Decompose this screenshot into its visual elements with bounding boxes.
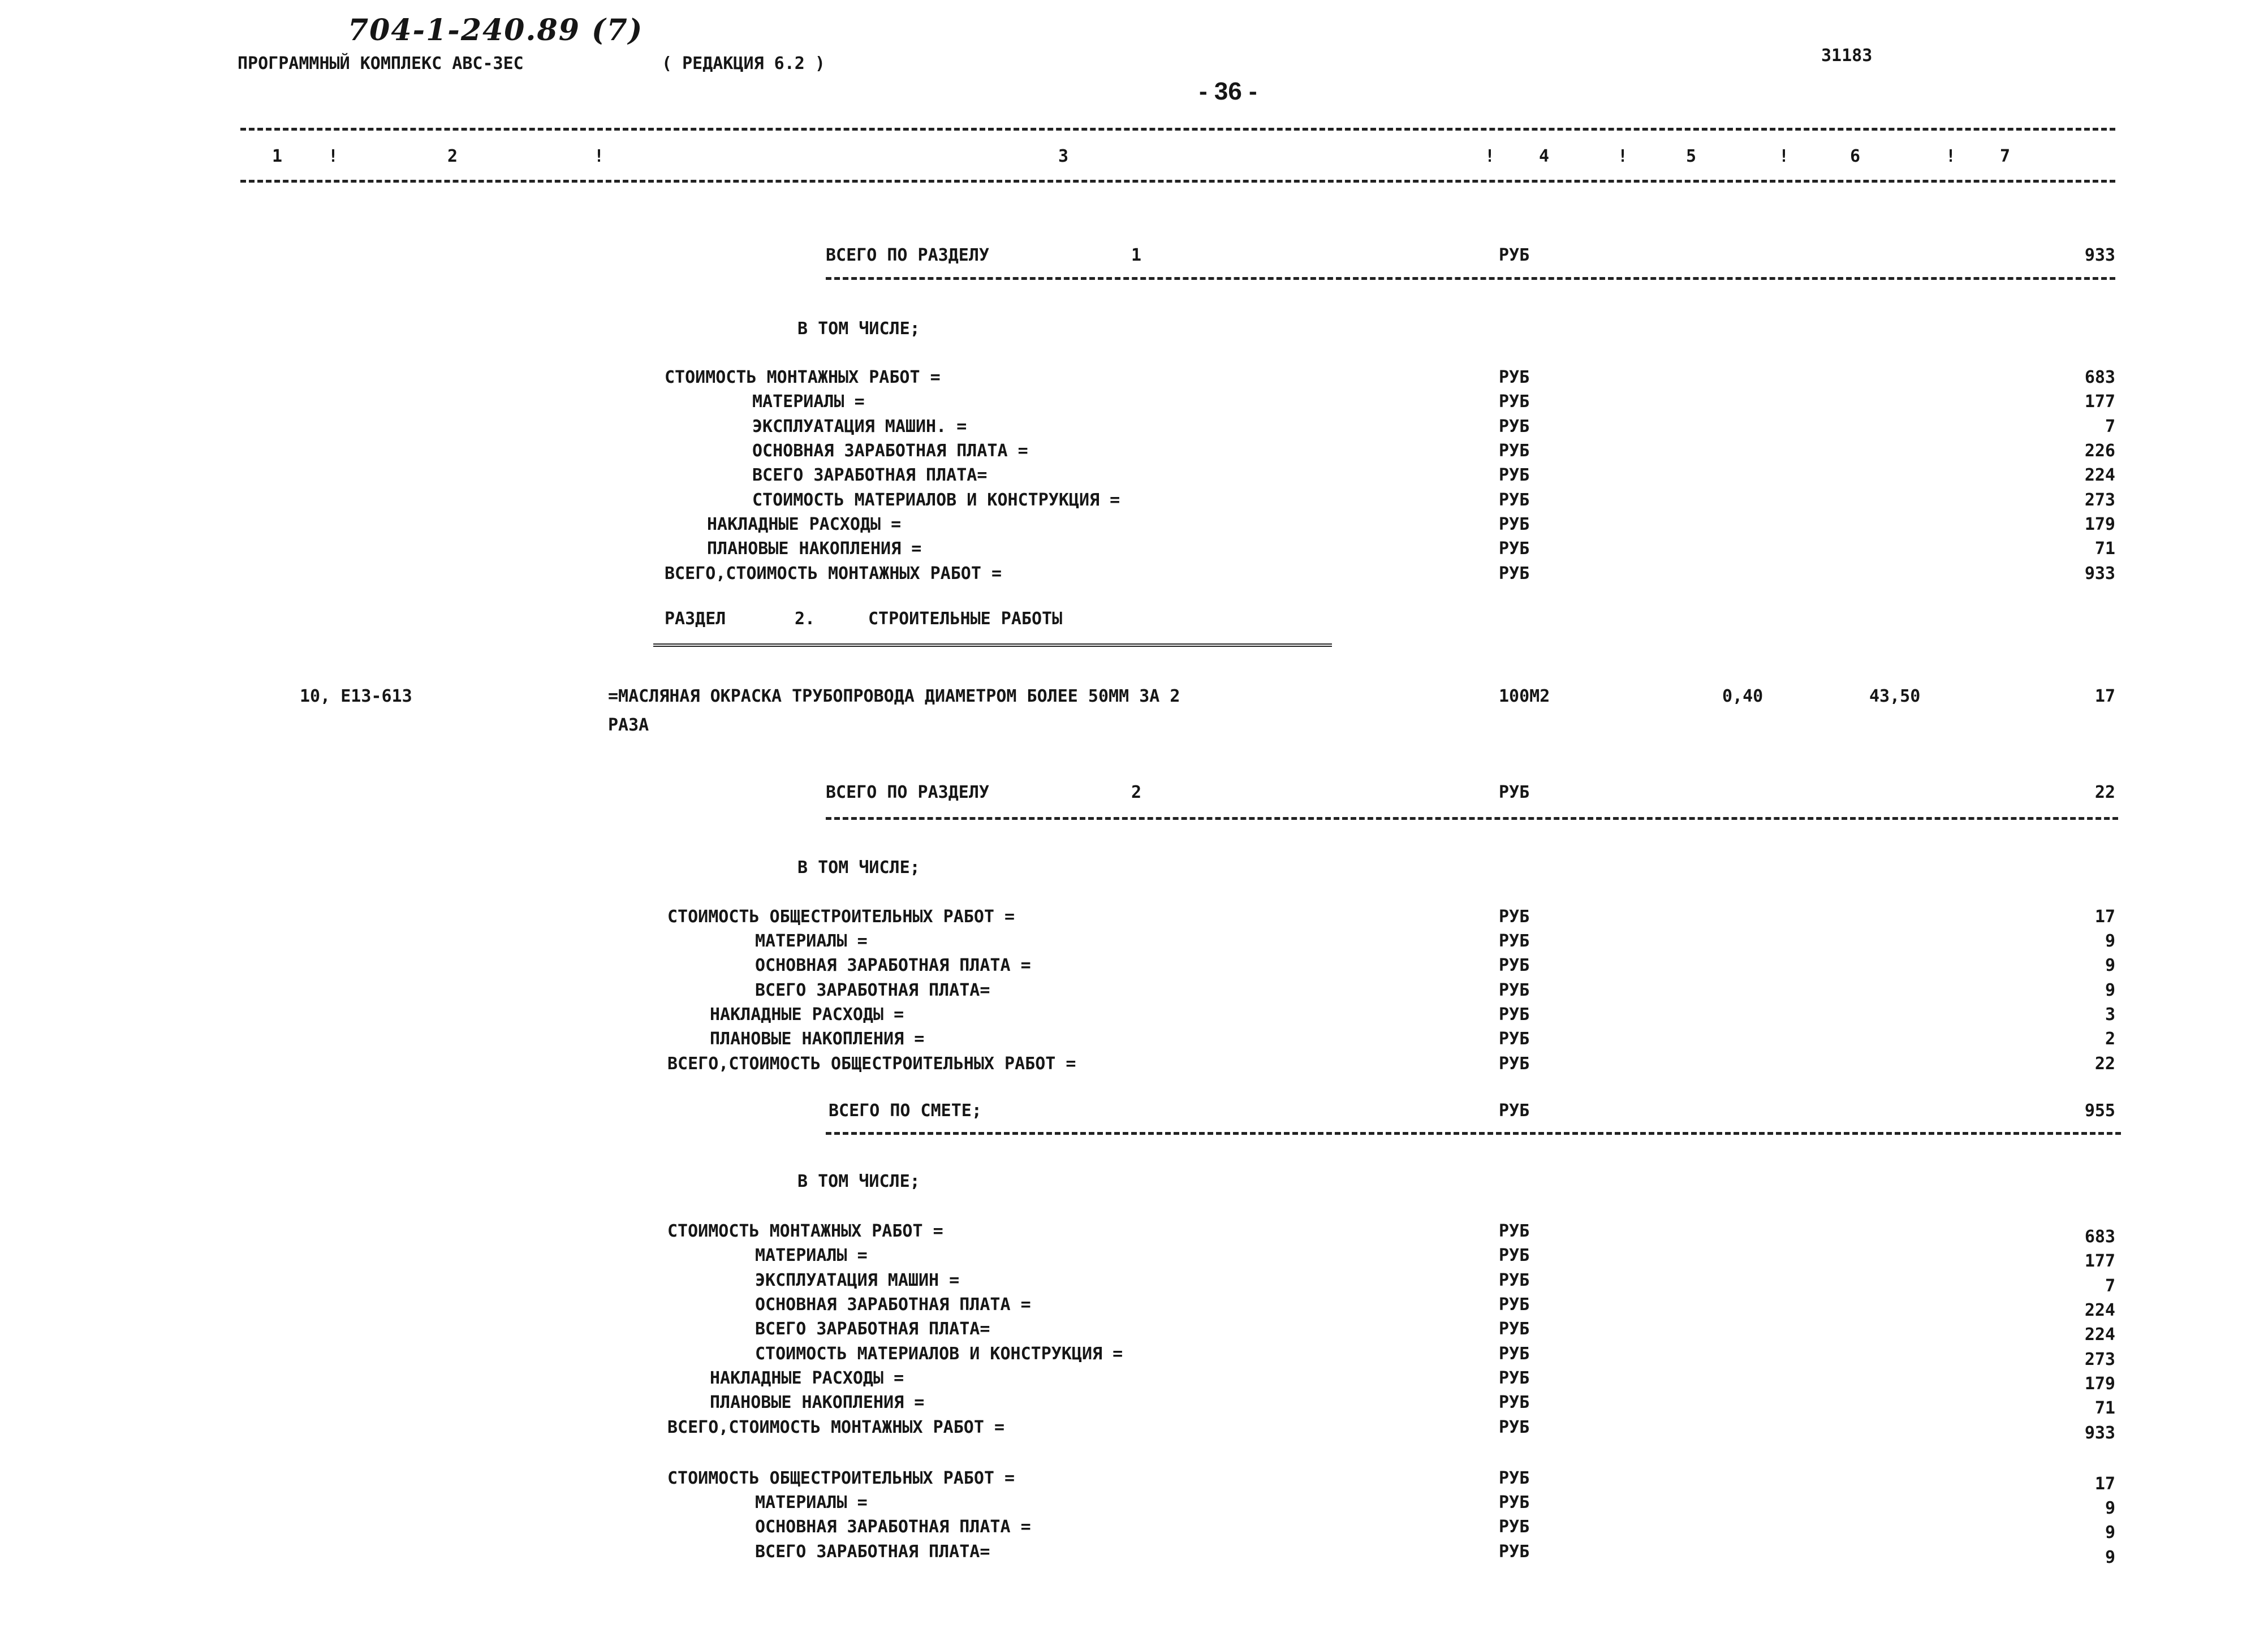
program-edition: ( РЕДАКЦИЯ 6.2 ) <box>662 54 825 74</box>
est-row-unit: РУБ <box>1499 1246 1530 1265</box>
s2-row-label: ОСНОВНАЯ ЗАРАБОТНАЯ ПЛАТА = <box>755 956 1031 975</box>
estimate-including: В ТОМ ЧИСЛЕ; <box>797 1172 920 1191</box>
s2-row-label: ВСЕГО,СТОИМОСТЬ ОБЩЕСТРОИТЕЛЬНЫХ РАБОТ = <box>667 1054 1076 1074</box>
est-row-value: 683 <box>2084 1227 2115 1247</box>
s2-row-label: НАКЛАДНЫЕ РАСХОДЫ = <box>710 1005 904 1025</box>
section-2-total-rule <box>826 817 2118 820</box>
s1-row-value: 7 <box>2105 417 2115 437</box>
est-row-value: 224 <box>2084 1300 2115 1320</box>
s2-row-unit: РУБ <box>1499 980 1530 1000</box>
line-item-unit: 100М2 <box>1499 686 1550 706</box>
section-1-total-number: 1 <box>1131 245 1142 265</box>
est2-row-label: ОСНОВНАЯ ЗАРАБОТНАЯ ПЛАТА = <box>755 1517 1031 1537</box>
est-row-label: ОСНОВНАЯ ЗАРАБОТНАЯ ПЛАТА = <box>755 1295 1031 1315</box>
s1-row-label: ПЛАНОВЫЕ НАКОПЛЕНИЯ = <box>707 539 922 559</box>
s2-row-value: 9 <box>2105 931 2115 951</box>
est-row-unit: РУБ <box>1499 1368 1530 1388</box>
column-number-6: 6 <box>1849 146 1861 166</box>
s2-row-unit: РУБ <box>1499 931 1530 951</box>
est-row-unit: РУБ <box>1499 1221 1530 1241</box>
est-row-unit: РУБ <box>1499 1319 1530 1339</box>
s2-row-value: 9 <box>2105 956 2115 975</box>
page-number: - 36 - <box>1199 77 1257 105</box>
column-number-7: 7 <box>1999 146 2011 166</box>
s1-row-value: 683 <box>2084 368 2115 387</box>
est-row-value: 71 <box>2094 1398 2115 1418</box>
column-separator: ! <box>1618 146 1628 166</box>
s2-row-value: 22 <box>2094 1054 2115 1074</box>
est2-row-label: МАТЕРИАЛЫ = <box>755 1493 868 1513</box>
s1-row-label: ЭКСПЛУАТАЦИЯ МАШИН. = <box>752 417 967 437</box>
s1-row-value: 226 <box>2084 441 2115 461</box>
s1-row-label: ОСНОВНАЯ ЗАРАБОТНАЯ ПЛАТА = <box>752 441 1028 461</box>
est2-row-value: 9 <box>2105 1498 2115 1518</box>
s1-row-value: 933 <box>2084 564 2115 584</box>
est2-row-label: СТОИМОСТЬ ОБЩЕСТРОИТЕЛЬНЫХ РАБОТ = <box>667 1468 1015 1488</box>
line-item-description-cont: РАЗА <box>608 715 649 735</box>
est-row-value: 179 <box>2084 1374 2115 1394</box>
s2-row-unit: РУБ <box>1499 1029 1530 1049</box>
est-row-unit: РУБ <box>1499 1418 1530 1437</box>
est-row-label: СТОИМОСТЬ МАТЕРИАЛОВ И КОНСТРУКЦИЯ = <box>755 1344 1123 1364</box>
handwritten-code: 704-1-240.89 (7) <box>348 13 644 47</box>
est-row-label: ЭКСПЛУАТАЦИЯ МАШИН = <box>755 1271 960 1290</box>
column-separator: ! <box>1485 146 1495 166</box>
est-row-label: НАКЛАДНЫЕ РАСХОДЫ = <box>710 1368 904 1388</box>
est2-row-value: 9 <box>2105 1523 2115 1542</box>
s1-row-value: 224 <box>2084 465 2115 485</box>
s1-row-unit: РУБ <box>1499 441 1530 461</box>
column-separator: ! <box>1946 146 1956 166</box>
section-2-total-unit: РУБ <box>1499 783 1530 802</box>
section-2-heading-rule <box>653 643 1332 647</box>
estimate-total-unit: РУБ <box>1499 1101 1530 1121</box>
est-row-label: СТОИМОСТЬ МОНТАЖНЫХ РАБОТ = <box>667 1221 943 1241</box>
s2-row-unit: РУБ <box>1499 907 1530 927</box>
column-separator: ! <box>594 146 605 166</box>
section-2-number: 2. <box>795 609 816 629</box>
s2-row-value: 3 <box>2105 1005 2115 1025</box>
est-row-value: 7 <box>2105 1276 2115 1296</box>
s2-row-value: 17 <box>2094 907 2115 927</box>
s1-row-label: СТОИМОСТЬ МАТЕРИАЛОВ И КОНСТРУКЦИЯ = <box>752 490 1120 510</box>
program-name: ПРОГРАММНЫЙ КОМПЛЕКС АВС-3ЕС <box>238 54 524 74</box>
est2-row-label: ВСЕГО ЗАРАБОТНАЯ ПЛАТА= <box>755 1542 990 1562</box>
s1-row-value: 273 <box>2084 490 2115 510</box>
s2-row-label: СТОИМОСТЬ ОБЩЕСТРОИТЕЛЬНЫХ РАБОТ = <box>667 907 1015 927</box>
column-separator: ! <box>328 146 339 166</box>
column-separator: ! <box>1779 146 1790 166</box>
est-row-unit: РУБ <box>1499 1295 1530 1315</box>
est-row-unit: РУБ <box>1499 1271 1530 1290</box>
est-row-label: ВСЕГО,СТОИМОСТЬ МОНТАЖНЫХ РАБОТ = <box>667 1418 1005 1437</box>
s1-row-value: 179 <box>2084 515 2115 534</box>
line-item-code: 10, Е13-613 <box>300 686 412 706</box>
s1-row-label: СТОИМОСТЬ МОНТАЖНЫХ РАБОТ = <box>665 368 941 387</box>
s1-row-unit: РУБ <box>1499 539 1530 559</box>
s1-row-value: 177 <box>2084 392 2115 412</box>
est2-row-value: 9 <box>2105 1548 2115 1567</box>
s1-row-unit: РУБ <box>1499 465 1530 485</box>
s2-row-label: ПЛАНОВЫЕ НАКОПЛЕНИЯ = <box>710 1029 925 1049</box>
s1-row-label: ВСЕГО ЗАРАБОТНАЯ ПЛАТА= <box>752 465 988 485</box>
est2-row-unit: РУБ <box>1499 1493 1530 1513</box>
s2-row-value: 2 <box>2105 1029 2115 1049</box>
section-2-including: В ТОМ ЧИСЛЕ; <box>797 858 920 878</box>
s1-row-unit: РУБ <box>1499 368 1530 387</box>
column-number-2: 2 <box>447 146 458 166</box>
section-2-total-number: 2 <box>1131 783 1142 802</box>
column-number-4: 4 <box>1538 146 1550 166</box>
est-row-label: ВСЕГО ЗАРАБОТНАЯ ПЛАТА= <box>755 1319 990 1339</box>
est2-row-unit: РУБ <box>1499 1468 1530 1488</box>
line-item-quantity: 0,40 <box>1722 686 1763 706</box>
s1-row-unit: РУБ <box>1499 515 1530 534</box>
estimate-total-label: ВСЕГО ПО СМЕТЕ; <box>829 1101 982 1121</box>
column-number-1: 1 <box>271 146 283 166</box>
s2-row-unit: РУБ <box>1499 1054 1530 1074</box>
table-header-bottom-rule <box>240 180 2115 183</box>
s1-row-unit: РУБ <box>1499 564 1530 584</box>
section-1-total-label: ВСЕГО ПО РАЗДЕЛУ <box>826 245 989 265</box>
section-1-total-rule <box>826 277 2115 280</box>
line-item-description: =МАСЛЯНАЯ ОКРАСКА ТРУБОПРОВОДА ДИАМЕТРОМ БОЛЕЕ 50ММ ЗА 2 <box>608 686 1180 706</box>
est-row-unit: РУБ <box>1499 1344 1530 1364</box>
column-number-3: 3 <box>1058 146 1069 166</box>
estimate-total-value: 955 <box>2084 1101 2115 1121</box>
s2-row-label: ВСЕГО ЗАРАБОТНАЯ ПЛАТА= <box>755 980 990 1000</box>
estimate-total-rule <box>826 1132 2121 1135</box>
s1-row-unit: РУБ <box>1499 417 1530 437</box>
est-row-label: ПЛАНОВЫЕ НАКОПЛЕНИЯ = <box>710 1393 925 1412</box>
section-2-title: СТРОИТЕЛЬНЫЕ РАБОТЫ <box>868 609 1063 629</box>
s2-row-value: 9 <box>2105 980 2115 1000</box>
est-row-value: 933 <box>2084 1423 2115 1443</box>
s2-row-unit: РУБ <box>1499 956 1530 975</box>
s1-row-unit: РУБ <box>1499 490 1530 510</box>
s1-row-unit: РУБ <box>1499 392 1530 412</box>
s1-row-label: ВСЕГО,СТОИМОСТЬ МОНТАЖНЫХ РАБОТ = <box>665 564 1002 584</box>
est-row-unit: РУБ <box>1499 1393 1530 1412</box>
line-item-total: 17 <box>2094 686 2115 706</box>
section-2-word: РАЗДЕЛ <box>665 609 726 629</box>
column-number-5: 5 <box>1685 146 1697 166</box>
s2-row-unit: РУБ <box>1499 1005 1530 1025</box>
s1-row-label: НАКЛАДНЫЕ РАСХОДЫ = <box>707 515 902 534</box>
section-1-total-unit: РУБ <box>1499 245 1530 265</box>
est2-row-unit: РУБ <box>1499 1542 1530 1562</box>
est-row-value: 177 <box>2084 1251 2115 1271</box>
est-row-value: 224 <box>2084 1325 2115 1345</box>
s1-row-value: 71 <box>2094 539 2115 559</box>
s1-row-label: МАТЕРИАЛЫ = <box>752 392 865 412</box>
section-2-total-label: ВСЕГО ПО РАЗДЕЛУ <box>826 783 989 802</box>
section-1-total-value: 933 <box>2084 245 2115 265</box>
est-row-value: 273 <box>2084 1350 2115 1369</box>
section-1-including: В ТОМ ЧИСЛЕ; <box>797 319 920 339</box>
document-number: 31183 <box>1821 46 1873 66</box>
est-row-label: МАТЕРИАЛЫ = <box>755 1246 868 1265</box>
line-item-price: 43,50 <box>1869 686 1921 706</box>
est2-row-unit: РУБ <box>1499 1517 1530 1537</box>
table-header-top-rule <box>240 128 2115 131</box>
section-2-total-value: 22 <box>2094 783 2115 802</box>
est2-row-value: 17 <box>2094 1474 2115 1494</box>
s2-row-label: МАТЕРИАЛЫ = <box>755 931 868 951</box>
